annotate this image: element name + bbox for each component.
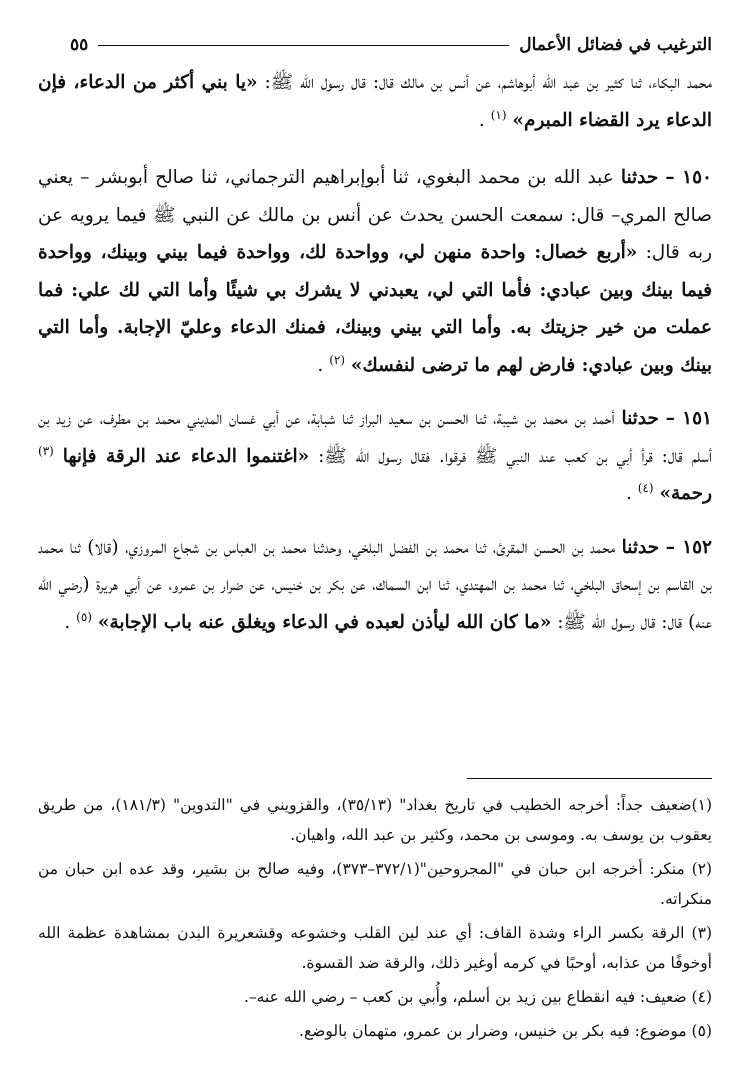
isnad-text: محمد البكاء، ثنا كثير بن عبد الله أبوهاشم، عن أنس بن مالك قال: قال رسول الله ﷺ: [257,72,712,93]
footnote-separator [467,778,712,779]
hadith-text: «ما كان الله ليأذن لعبده في الدعاء ويغلق عنه باب الإجابة» [97,611,552,633]
footnote-2: (٢) منكر: أخرجه ابن حبان في "المجروحين"(٣٧٢/١–٣٧٣)، وفيه صالح بن بشير، وقد عده ابن حبان من منكراته. [38,860,713,908]
hadith-number: ١٥٢ – [665,536,712,558]
period: . [625,483,632,504]
footnote-3: (٣) الرقة بكسر الراء وشدة القاف: أي عند لين القلب وخشوعه وقشعريرة البدن بمشاهدة عظمة الله أوخوفًا من عذابه، أوحبًا في كرمه أوغير ذلك، والرقة ضد القسوة. [38,924,712,972]
period: . [317,354,324,376]
footnote-1: (١)ضعيف جداً: أخرجه الخطيب في تاريخ بغداد" (٣٥/١٣)، والقزويني في "التدوين" (١٨١/٣)، من طريق يعقوب بن يوسف به. وموسى بن محمد، وكثير بن عبد الله، واهيان. [38,796,712,844]
paragraph-continuation [38,64,712,139]
period: . [478,109,485,131]
hadith-text: «أربع خصال: واحدة منهن لي، وواحدة لك، وواحدة فيما بيني وبينك، وواحدة فيما بينك وبين عبادي: فأما التي لي، يعبدني لا يشرك بي شيئًا وأما التي لك علي: فما عملت من خير جزيتك به. وأما التي بيني وبينك، فمنك الدعاء وعليّ الإجابة. وأما التي بينك وبين عبادي: فارض لهم ما ترضى لنفسك» [38,242,712,376]
header-rule [98,45,509,46]
footnotes [38,790,712,1050]
footnote-5: (٥) موضوع: فيه بكر بن خنيس، وضرار بن عمرو، متهمان بالوضع. [299,1022,712,1040]
hadith-number: ١٥٠ – [665,167,712,188]
haddathana-word: حدثنا [621,536,660,558]
footnote-4: (٤) ضعيف: فيه انقطاع بين زيد بن أسلم، وأُبي بن كعب – رضي الله عنه–. [243,988,712,1006]
isnad-text: عبد الله بن محمد البغوي، ثنا أبوإبراهيم الترجماني، ثنا صالح أبوبشر – يعني صالح المري– قال: سمعت الحسن يحدث عن أنس بن مالك عن النبي ﷺ فيما يرويه عن ربه قال: [38,167,713,263]
hadith-number: ١٥١ – [665,408,712,429]
footnote-ref[interactable]: (٥) [76,609,92,624]
footnote-ref[interactable]: (٢) [329,352,346,367]
hadith-152 [38,529,712,642]
footnote-ref[interactable]: (٣) [38,443,54,458]
footnote-ref[interactable]: (١) [490,107,507,122]
hadith-text: «اغتنموا الدعاء عند الرقة فإنها [62,445,310,467]
hadith-text-end: رحمة» [659,483,712,504]
hadith-150 [38,159,712,384]
isnad-text: أحمد بن محمد بن شيبة، ثنا الحسن بن سعيد البراز ثنا شبابة، عن أبي غسان المديني محمد بن مطرف، عن زيد بن أسلم قال: قرأ أبي بن كعب عند النبي ﷺ فرقوا. فقال رسول الله ﷺ: [38,408,712,467]
hadith-151 [38,400,712,513]
page-number: ٥٥ [70,35,89,55]
page-header [70,30,712,60]
period: . [64,611,71,633]
footnote-ref[interactable]: (٤) [637,480,654,495]
haddathana-word: حدثنا [621,408,659,429]
hadith-text: «يا بني أكثر من الدعاء، فإن الدعاء يرد القضاء المبرم» [38,72,712,131]
haddathana-word: حدثنا [620,167,659,188]
main-text [38,64,712,657]
isnad-text: محمد بن الحسن المقرئ، ثنا محمد بن الفضل البلخي، وحدثنا محمد بن العباس بن شجاع المروزي، (قالا) ثنا محمد بن القاسم بن إسحاق البلخي، ثنا محمد بن المهتدي، ثنا ابن السماك، عن بكر بن خنيس، عن ضرار بن عمرو، عن أبي هريرة (رضي الله عنه) قال: قال رسول الله ﷺ: [38,536,712,633]
running-title: الترغيب في فضائل الأعمال [519,35,712,55]
